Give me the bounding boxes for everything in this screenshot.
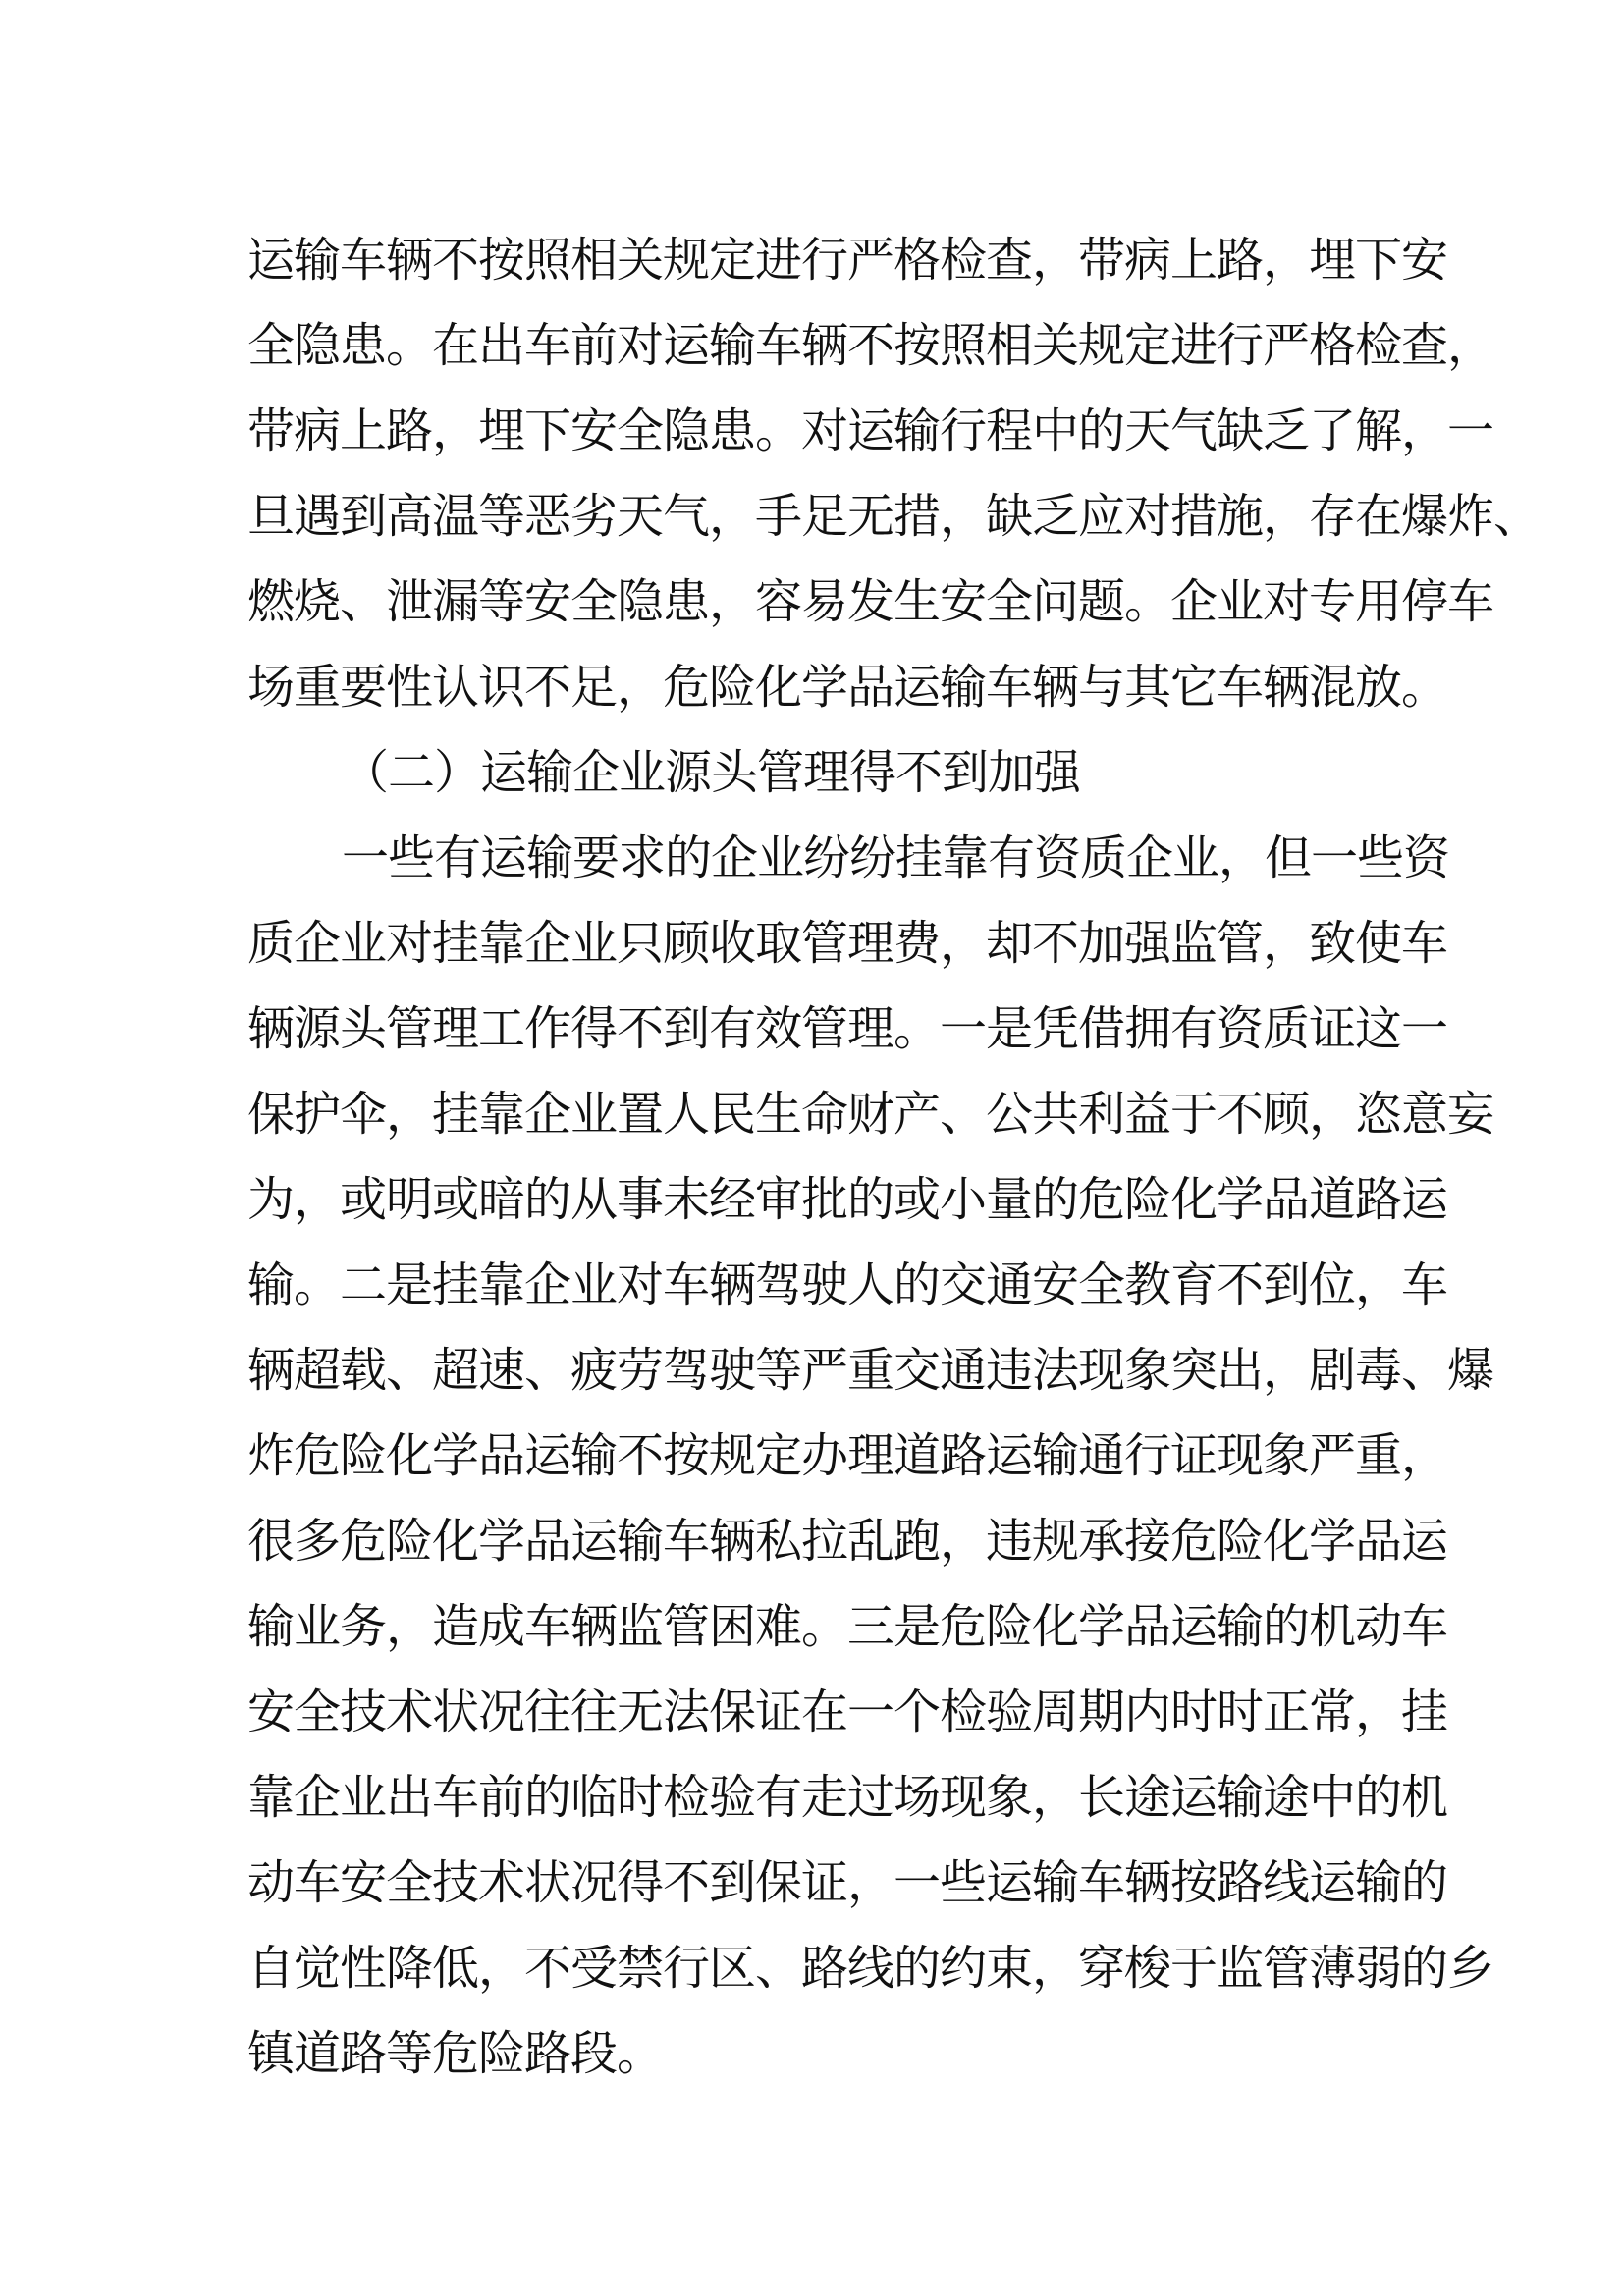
paragraph-line: 安全技术状况往往无法保证在一个检验周期内时时正常，挂 [247,1684,1448,1739]
body-text [247,218,1541,2097]
paragraph-line: 保护伞，挂靠企业置人民生命财产、公共利益于不顾，恣意妄 [247,1087,1494,1142]
paragraph-line: 输业务，造成车辆监管困难。三是危险化学品运输的机动车 [247,1599,1448,1654]
paragraph-line: 炸危险化学品运输不按规定办理道路运输通行证现象严重， [247,1428,1448,1483]
paragraph-line: 靠企业出车前的临时检验有走过场现象，长途运输途中的机 [247,1770,1448,1825]
paragraph-line: 为，或明或暗的从事未经审批的或小量的危险化学品道路运 [247,1172,1448,1227]
paragraph-line: 辆超载、超速、疲劳驾驶等严重交通违法现象突出，剧毒、爆 [247,1343,1494,1398]
paragraph-line: 自觉性降低，不受禁行区、路线的约束，穿梭于监管薄弱的乡 [247,1941,1494,1996]
paragraph-line: 运输车辆不按照相关规定进行严格检查，带病上路，埋下安 [247,233,1448,288]
paragraph-line: 镇道路等危险路段。 [247,2026,664,2081]
section-heading: （二）运输企业源头管理得不到加强 [342,745,1081,800]
paragraph-line: 动车安全技术状况得不到保证，一些运输车辆按路线运输的 [247,1855,1448,1910]
paragraph-line: 辆源头管理工作得不到有效管理。一是凭借拥有资质证这一 [247,1001,1448,1056]
paragraph-line: 一些有运输要求的企业纷纷挂靠有资质企业，但一些资 [342,830,1450,885]
paragraph-line: 带病上路，埋下安全隐患。对运输行程中的天气缺乏了解，一 [247,403,1494,458]
paragraph-line: 燃烧、泄漏等安全隐患，容易发生安全问题。企业对专用停车 [247,574,1494,629]
paragraph-line: 全隐患。在出车前对运输车辆不按照相关规定进行严格检查， [247,318,1494,373]
paragraph-line: 输。二是挂靠企业对车辆驾驶人的交通安全教育不到位，车 [247,1257,1448,1312]
paragraph-line: 很多危险化学品运输车辆私拉乱跑，违规承接危险化学品运 [247,1514,1448,1569]
paragraph-line: 质企业对挂靠企业只顾收取管理费，却不加强监管，致使车 [247,916,1448,971]
paragraph-line: 场重要性认识不足，危险化学品运输车辆与其它车辆混放。 [247,660,1448,715]
paragraph-line: 旦遇到高温等恶劣天气，手足无措，缺乏应对措施，存在爆炸、 [247,489,1541,544]
